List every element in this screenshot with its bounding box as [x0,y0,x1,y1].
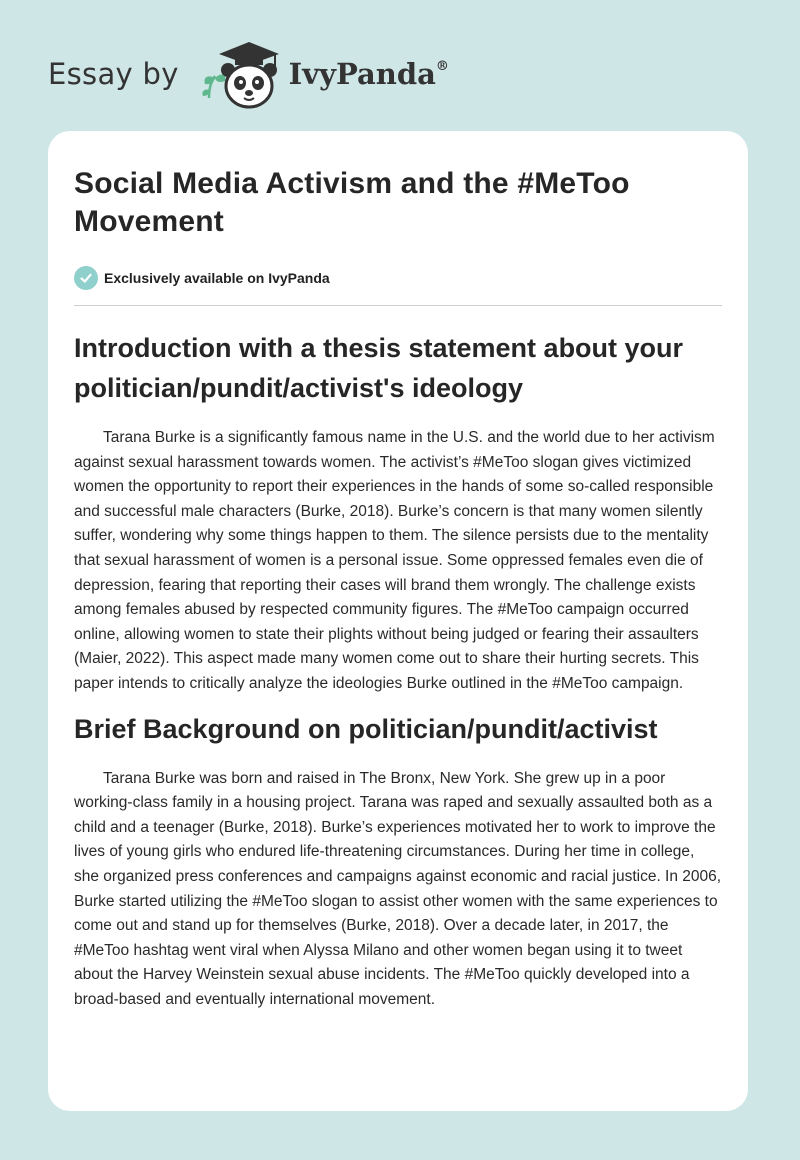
section-paragraph-background: Tarana Burke was born and raised in The Bronx, New York. She grew up in a poor working-class family in a housing project. Tarana was raped and sexually assaulted both as a child and a teenager (Burke, 2018). Burke’s experiences motivated her to work to improve the lives of young girls who endured life-threatening circumstances. During her time in college, she organized press conferences and campaigns against economic and racial justice. In 2006, Burke started utilizing the #MeToo slogan to assist other women with the same experiences to come out and stand up for themselves (Burke, 2018). Over a decade later, in 2017, the #MeToo hashtag went viral when Alyssa Milano and other women began using it to tweet about the Harvey Weinstein sexual abuse incidents. The #MeToo quickly developed into a broad-based and eventually international movement. [74,769,722,1008]
check-icon [74,266,98,290]
site-header [48,34,449,114]
essay-card [48,131,748,1111]
exclusive-label: Exclusively available on IvyPanda [104,270,330,286]
divider [74,305,722,306]
section-heading-background: Brief Background on politician/pundit/activist [74,713,658,744]
essay-title: Social Media Activism and the #MeToo Movement [74,167,630,238]
exclusive-badge [74,266,722,290]
brand-label: IvyPanda [288,57,436,91]
registered-mark: ® [435,59,449,74]
panda-logo-icon[interactable] [195,38,285,110]
essay-by-label: Essay by [48,57,179,91]
section-paragraph-introduction: Tarana Burke is a significantly famous name in the U.S. and the world due to her activism against sexual harassment towards women. The activist’s #MeToo slogan gives victimized women the opportunity to report their experiences in the hands of some so-called responsible and successful male characters (Burke, 2018). Burke’s concern is that many women silently suffer, wondering why some things happen to them. The silence persists due to the mentality that sexual harassment of women is a personal issue. Some oppressed females even die of depression, fearing that reporting their cases will brand them wrongly. The challenge exists among females abused by respected community figures. The #MeToo campaign occurred online, allowing women to state their plights without being judged or fearing their assaulters (Maier, 2022). This aspect made many women come out to share their hurting secrets. This paper intends to critically analyze the ideologies Burke outlined in the #MeToo campaign. [74,429,715,692]
brand-name[interactable] [289,57,449,91]
section-heading-introduction: Introduction with a thesis statement about your politician/pundit/activist's ideology [74,333,684,403]
